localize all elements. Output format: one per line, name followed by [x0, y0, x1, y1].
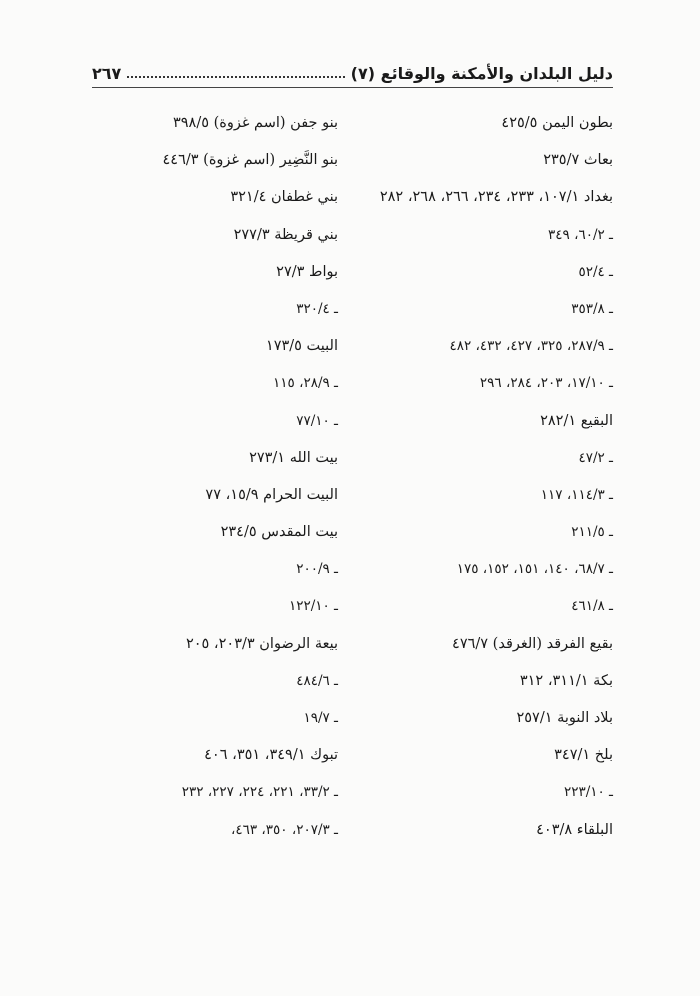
- index-entry: ـ ٣٢٠/٤: [296, 300, 338, 317]
- index-entry: ـ ٢٨٧/٩، ٣٢٥، ٤٢٧، ٤٣٢، ٤٨٢: [449, 338, 613, 355]
- index-entry: بنو النَّضِير (اسم غزوة) ٤٤٦/٣: [162, 152, 338, 169]
- index-entry: ـ ٣٥٣/٨: [571, 300, 613, 317]
- index-entry: ـ ٧٧/١٠: [296, 412, 338, 429]
- index-entry: ـ ٥٢/٤: [578, 263, 613, 280]
- index-entry: ـ ٤٨٤/٦: [296, 672, 338, 689]
- index-entry: ـ ٢٠٠/٩: [296, 561, 338, 578]
- index-entry: البيت ١٧٣/٥: [265, 338, 338, 355]
- index-entry: البقيع ٢٨٢/١: [540, 412, 613, 429]
- index-entry: ـ ٦٨/٧، ١٤٠، ١٥١، ١٥٢، ١٧٥: [456, 561, 613, 578]
- index-column-right: [353, 108, 613, 852]
- index-entry: بيت الله ٢٧٣/١: [249, 449, 338, 466]
- index-entry: بني قريظة ٢٧٧/٣: [233, 226, 338, 243]
- index-entry: بيت المقدس ٢٣٤/٥: [220, 524, 338, 541]
- index-entry: بنو جفن (اسم غزوة) ٣٩٨/٥: [172, 115, 338, 131]
- index-entry: ـ ٢٠٧/٣، ٣٥٠، ٤٦٣،: [230, 821, 338, 838]
- index-entry: بغداد ١٠٧/١، ٢٣٣، ٢٣٤، ٢٦٦، ٢٦٨، ٢٨٢: [379, 189, 613, 206]
- index-entry: ـ ٣٣/٢، ٢٢١، ٢٢٤، ٢٢٧، ٢٣٢: [181, 784, 338, 801]
- index-entry: ـ ٤٦١/٨: [571, 598, 613, 615]
- index-entry: بكة ٣١١/١، ٣١٢: [519, 672, 613, 689]
- index-entry: ـ ١٩/٧: [303, 710, 338, 726]
- header-rule: [92, 87, 613, 88]
- index-entry: ـ ١٧/١٠، ٢٠٣، ٢٨٤، ٢٩٦: [479, 375, 613, 392]
- index-entry: بيعة الرضوان ٢٠٣/٣، ٢٠٥: [185, 635, 338, 652]
- index-entry: بطون اليمن ٤٢٥/٥: [501, 115, 613, 131]
- index-entry: ـ ٦٠/٢، ٣٤٩: [548, 226, 613, 243]
- index-entry: البلقاء ٤٠٣/٨: [536, 821, 613, 838]
- index-entry: ـ ١٢٢/١٠: [288, 598, 338, 615]
- index-entry: بلاد النوبة ٢٥٧/١: [516, 710, 613, 726]
- page-number: ٢٦٧: [92, 63, 122, 83]
- index-column-left: [78, 108, 338, 852]
- index-entry: ـ ١١٤/٣، ١١٧: [540, 486, 613, 503]
- index-entry: تبوك ٣٤٩/١، ٣٥١، ٤٠٦: [204, 747, 338, 764]
- index-entry: البيت الحرام ١٥/٩، ٧٧: [205, 486, 338, 503]
- index-entry: بعاث ٢٣٥/٧: [543, 152, 613, 169]
- header-leader-dots: [127, 76, 344, 78]
- index-entry: بلخ ٣٤٧/١: [554, 747, 613, 764]
- index-entry: ـ ٢١١/٥: [571, 524, 613, 541]
- index-entry: ـ ٤٧/٢: [578, 449, 613, 466]
- running-header: [92, 58, 613, 88]
- index-entry: ـ ٢٢٣/١٠: [563, 784, 613, 801]
- index-entry: بقيع الفرقد (الغرقد) ٤٧٦/٧: [452, 635, 613, 652]
- index-entry: بني غطفان ٣٢١/٤: [230, 189, 338, 206]
- header-title: دليل البلدان والأمكنة والوقائع (٧): [350, 63, 613, 83]
- index-entry: بواط ٢٧/٣: [276, 263, 338, 280]
- index-entry: ـ ٢٨/٩، ١١٥: [273, 375, 338, 392]
